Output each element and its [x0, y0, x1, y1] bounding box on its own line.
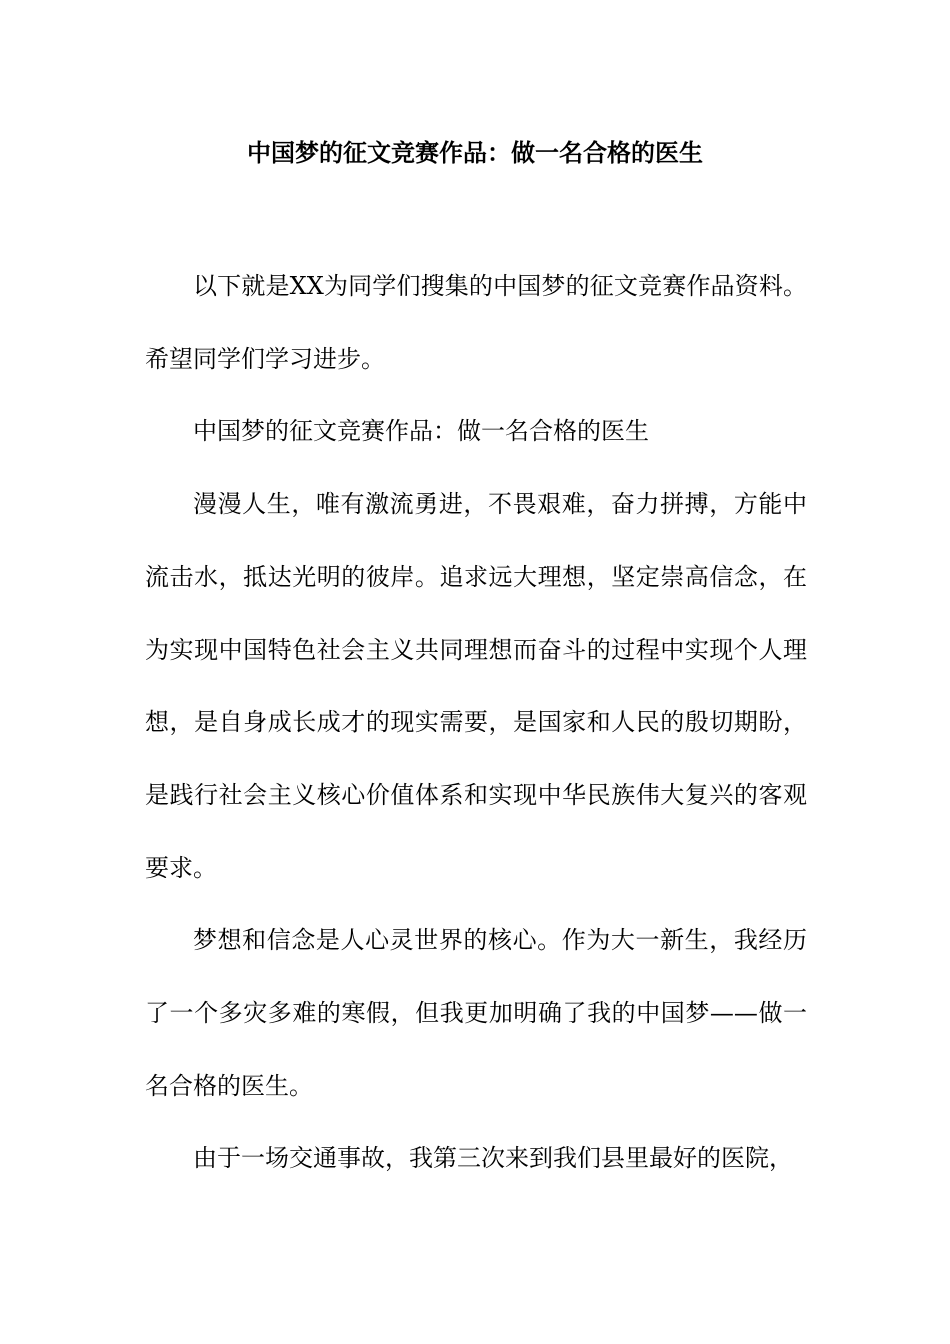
paragraph-subtitle: 中国梦的征文竞赛作品：做一名合格的医生 [193, 417, 649, 446]
paragraph-dream: 梦想和信念是人心灵世界的核心。作为大一新生，我经历了一个多灾多难的寒假，但我更加明确了我的中国梦——做一名合格的医生。 [145, 926, 807, 1100]
paragraph-ideals: 漫漫人生，唯有激流勇进，不畏艰难，奋力拼搏，方能中流击水，抵达光明的彼岸。追求远大理想，坚定崇高信念，在为实现中国特色社会主义共同理想而奋斗的过程中实现个人理想，是自身成长成才的现实需要，是国家和人民的殷切期盼，是践行社会主义核心价值体系和实现中华民族伟大复兴的客观要求。 [145, 490, 807, 882]
document-body [145, 250, 807, 1195]
document-title: 中国梦的征文竞赛作品：做一名合格的医生 [247, 138, 703, 167]
paragraph-intro: 以下就是XX为同学们搜集的中国梦的征文竞赛作品资料。希望同学们学习进步。 [145, 272, 807, 373]
paragraph-accident: 由于一场交通事故，我第三次来到我们县里最好的医院， [193, 1144, 793, 1173]
